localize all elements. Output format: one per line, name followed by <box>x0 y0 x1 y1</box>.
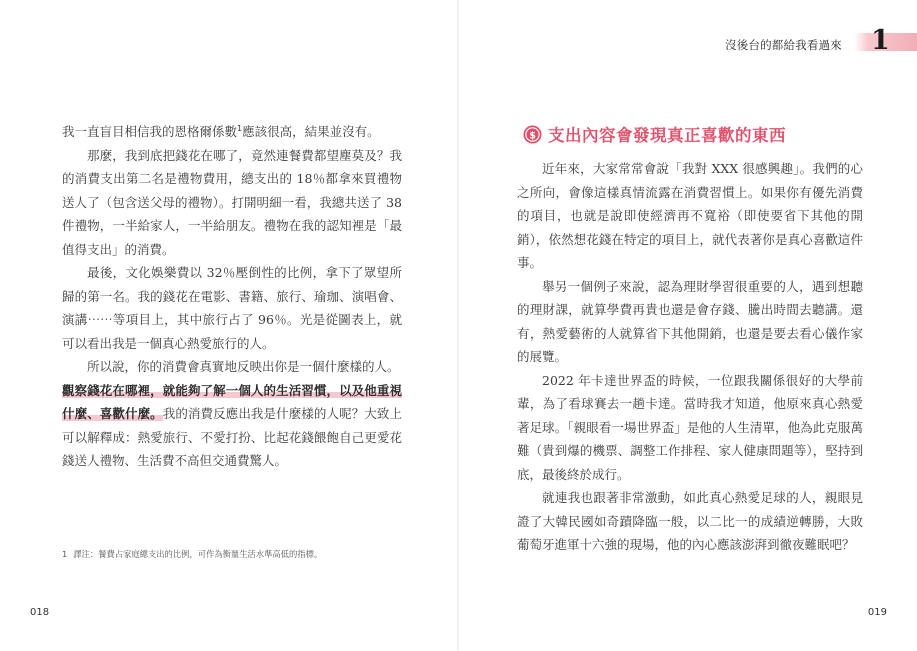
section-heading <box>523 122 786 146</box>
running-title: 沒後台的都給我看過來 <box>725 38 842 52</box>
paragraph-1 <box>62 120 402 144</box>
paragraph-1-text: 我一直盲目相信我的恩格爾係數 <box>62 124 238 139</box>
paragraph-5 <box>62 379 402 473</box>
paragraph-4: 所以說，你的消費會真實地反映出你是一個什麼樣的人。 <box>87 359 400 374</box>
paragraph-r1: 近年來，大家常常會說「我對 XXX 很感興趣」。我們的心之所向，會像這樣真情流露在消費習慣上。如果你有優先消費的項目，也就是說即使經濟再不寬裕（即使要省下其他的開銷），依然想花錢在特定的項目上，就代表著你是真心喜歡這件事。 <box>517 161 863 270</box>
paragraph-1-text-continued: 應該很高，結果並沒有。 <box>242 124 380 139</box>
paragraph-r2: 舉另一個例子來說，認為理財學習很重要的人，遇到想聽的理財課，就算學費再貴也還是會存錢、騰出時間去聽講。還有，熱愛藝術的人就算省下其他開銷，也還是要去看心儀作家的展覽。 <box>517 278 863 364</box>
footnote-reference: 1 <box>237 123 243 133</box>
footnote-text: 譯注：餐費占家庭總支出的比例，可作為衡量生活水準高低的指標。 <box>73 549 323 559</box>
emphasis-highlight: 觀察錢花在哪裡，就能夠了解一個人的生活習慣，以及他重視什麼、喜歡什麼。 <box>62 382 402 421</box>
paragraph-5-text: 我的消費反應出我是什麼樣的人呢？大致上可以解釋成：熱愛旅行、不愛打扮、比起花錢餵飽自己更愛花錢送人禮物、生活費不高但交通費驚人。 <box>62 406 402 468</box>
paragraph-r4: 就連我也跟著非常激動，如此真心熱愛足球的人，親眼見證了大韓民國如奇蹟降臨一般，以二比一的成績逆轉勝，大敗葡萄牙進軍十六強的現場，他的內心應該澎湃到徹夜難眠吧？ <box>517 490 863 552</box>
right-page <box>459 0 917 651</box>
section-title: 支出內容會發現真正喜歡的東西 <box>548 126 786 145</box>
left-page <box>0 0 458 651</box>
paragraph-2: 那麼，我到底把錢花在哪了，竟然連餐費都望塵莫及？我的消費支出第二名是禮物費用，總支出的 18％都拿來買禮物送人了（包含送父母的禮物）。打開明細一看，我總共送了 38 件禮物，一半給家人，一半給朋友。禮物在我的認知裡是「最值得支出」的消費。 <box>62 147 402 257</box>
footnote-mark: 1 <box>62 549 68 559</box>
page-number-right: 019 <box>867 607 887 618</box>
paragraph-r3: 2022 年卡達世界盃的時候，一位跟我關係很好的大學前輩，為了看球賽去一趟卡達。當時我才知道，他原來真心熱愛著足球。「親眼看一場世界盃」是他的人生清單，他為此克服萬難（貴到爆的機票、調整工作排程、家人健康問題等），堅持到底，最後終於成行。 <box>517 372 863 482</box>
right-page-body <box>517 157 863 557</box>
footnote <box>62 548 402 560</box>
left-page-body <box>62 120 402 473</box>
paragraph-3: 最後，文化娛樂費以 32％壓倒性的比例，拿下了眾望所歸的第一名。我的錢花在電影、書籍、旅行、瑜珈、演唱會、演講⋯⋯等項目上，其中旅行占了 96％。光是從圖表上，就可以看出我是一個真心熱愛旅行的人。 <box>62 265 402 351</box>
chapter-number: 1 <box>871 25 890 56</box>
dollar-sign: $ <box>529 129 536 141</box>
dollar-coin-icon <box>523 125 542 144</box>
page-number-left: 018 <box>30 607 50 618</box>
